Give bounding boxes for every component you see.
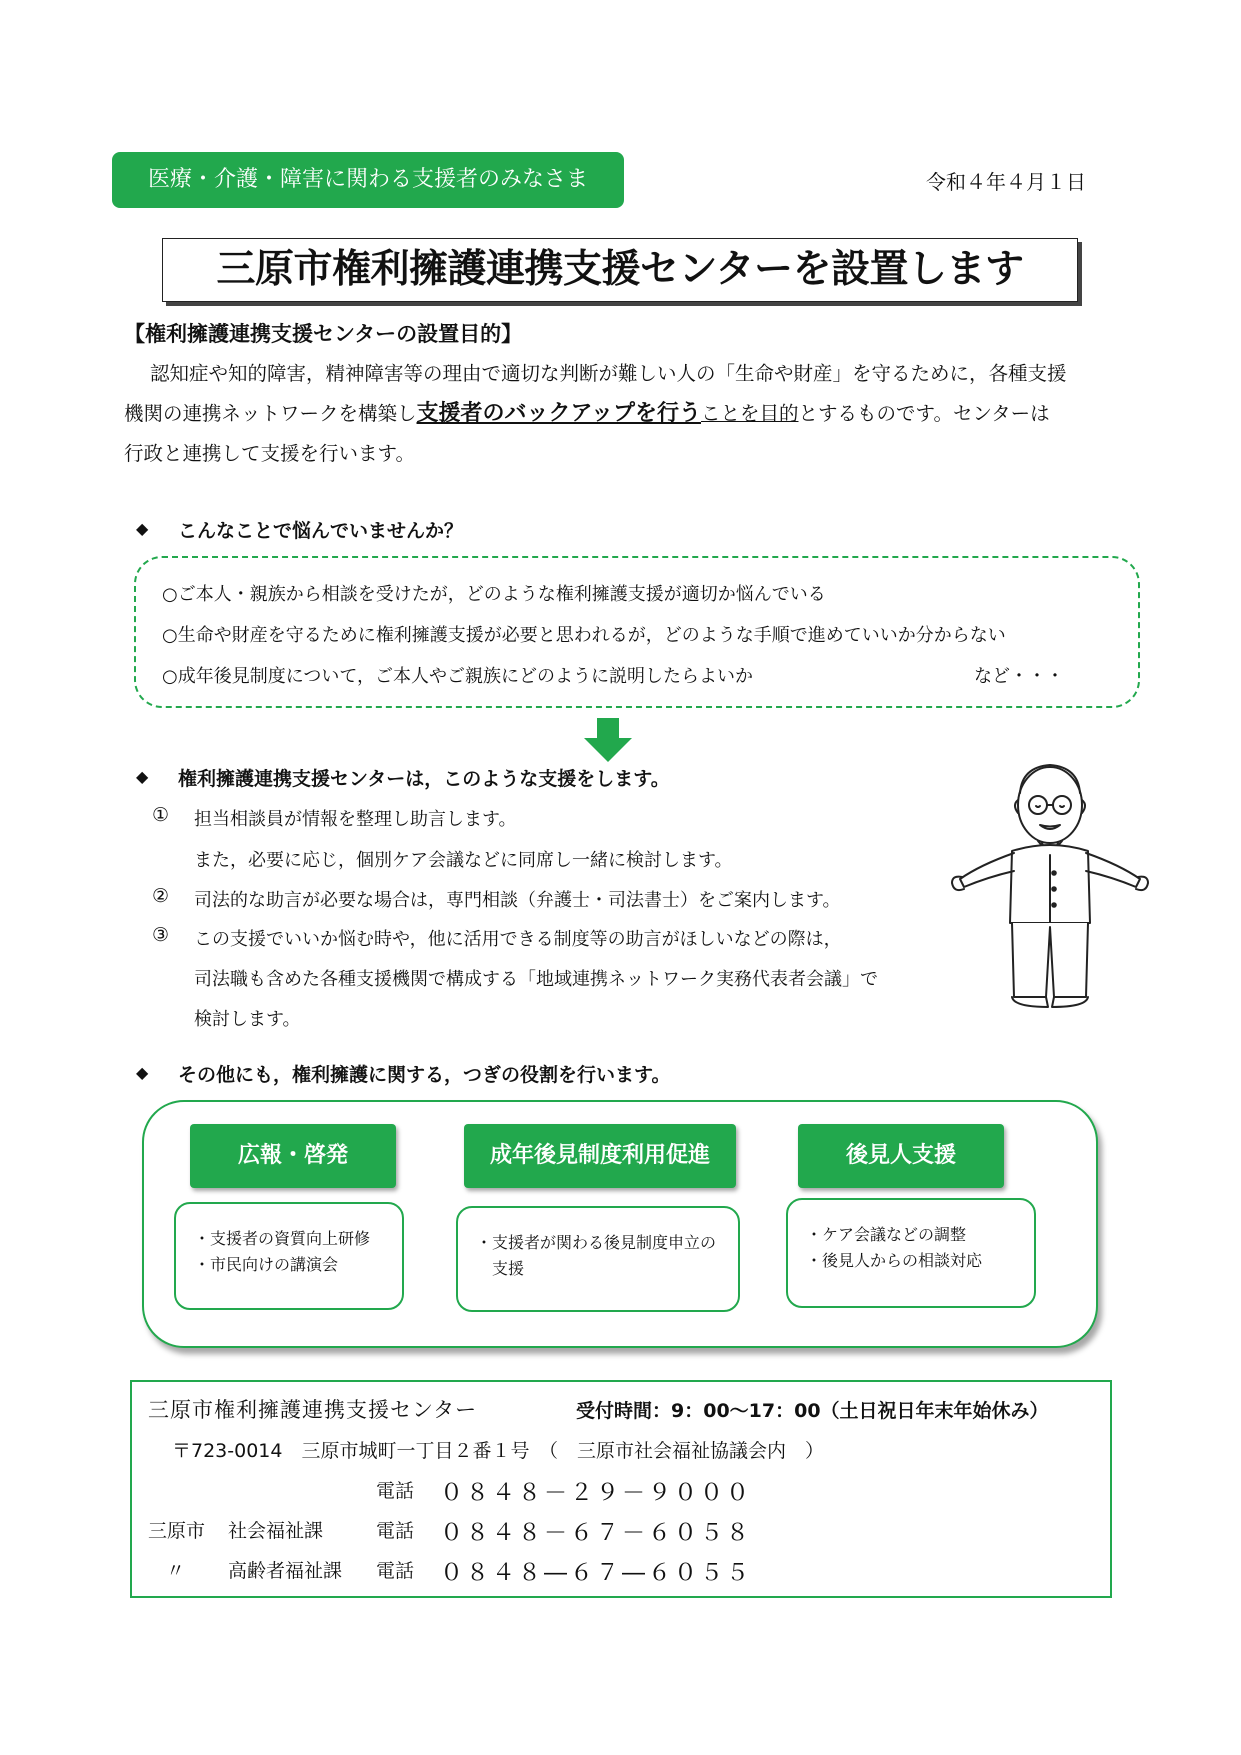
concerns-heading: こんなことで悩んでいませんか？	[178, 520, 464, 542]
concern-item: ○成年後見制度について，ご本人やご親族にどのように説明したらよいか	[162, 666, 753, 687]
diamond-icon: ◆	[136, 519, 149, 538]
purpose-line-3: 行政と連携して支援を行います。	[124, 442, 415, 465]
address: 〒723-0014 三原市城町一丁目２番１号 （ 三原市社会福祉協議会内 ）	[172, 1440, 824, 1462]
support-item-line: この支援でいいか悩む時や，他に活用できる制度等の助言がほしいなどの際は，	[194, 929, 842, 950]
role-detail-publicity: ・支援者の資質向上研修 ・市民向けの講演会	[174, 1202, 404, 1310]
role-detail-guardian-support: ・ケア会議などの調整 ・後見人からの相談対応	[786, 1198, 1036, 1308]
page-title: 三原市権利擁護連携支援センターを設置します	[162, 238, 1078, 302]
role-detail-guardianship-promotion: ・支援者が関わる後見制度申立の 支援	[456, 1206, 740, 1312]
purpose-line-1: 認知症や知的障害，精神障害等の理由で適切な判断が難しい人の「生命や財産」を守るために，各種支援	[150, 362, 1067, 385]
contact-box	[130, 1380, 1112, 1598]
role-title-publicity: 広報・啓発	[190, 1124, 396, 1188]
phone-label: 電話	[376, 1560, 415, 1582]
phone-social-welfare: ０８４８－６７－６０５８	[440, 1520, 752, 1546]
roles-heading: その他にも，権利擁護に関する，つぎの役割を行います。	[178, 1064, 671, 1086]
dept-social-welfare: 社会福祉課	[228, 1520, 324, 1542]
support-heading: 権利擁護連携支援センターは，このような支援をします。	[178, 768, 670, 790]
support-number: ③	[152, 924, 170, 946]
purpose-heading: 【権利擁護連携支援センターの設置目的】	[124, 322, 523, 346]
roles-box	[142, 1100, 1098, 1348]
arrow-down-icon	[584, 718, 632, 766]
purpose-line-2: 機関の連携ネットワークを構築し支援者のバックアップを行うことを目的とするものです。センターは	[124, 401, 1050, 426]
support-item-line: 司法的な助言が必要な場合は，専門相談（弁護士・司法書士）をご案内します。	[194, 890, 841, 911]
etc-text: など・・・	[974, 666, 1064, 687]
diamond-icon: ◆	[136, 1063, 149, 1082]
support-item-line: 担当相談員が情報を整理し助言します。	[194, 809, 517, 830]
concern-item: ○ご本人・親族から相談を受けたが，どのような権利擁護支援が適切か悩んでいる	[162, 584, 826, 605]
purpose-body	[124, 354, 1134, 474]
concern-item: ○生命や財産を守るために権利擁護支援が必要と思われるが，どのような手順で進めていいか分からない	[162, 625, 1006, 646]
reception-hours: 受付時間：9：00～17：00（土日祝日年末年始休み）	[576, 1400, 1049, 1422]
support-number: ②	[152, 885, 170, 907]
ditto-mark: 〃	[166, 1560, 186, 1582]
phone-elderly-welfare: ０８４８―６７―６０５５	[440, 1560, 752, 1586]
dept-elderly-welfare: 高齢者福祉課	[228, 1560, 343, 1582]
support-item-line: 司法職も含めた各種支援機関で構成する「地域連携ネットワーク実務代表者会議」で	[194, 969, 878, 990]
role-title-guardian-support: 後見人支援	[798, 1124, 1004, 1188]
center-name: 三原市権利擁護連携支援センター	[148, 1398, 478, 1422]
diamond-icon: ◆	[136, 767, 149, 786]
elderly-man-illustration	[950, 755, 1150, 1019]
support-number: ①	[152, 804, 170, 826]
phone-main: ０８４８－２９－９０００	[440, 1480, 752, 1506]
phone-label: 電話	[376, 1480, 415, 1502]
purpose-emphasis: 支援者のバックアップを行う	[416, 401, 701, 426]
role-title-guardianship-promotion: 成年後見制度利用促進	[464, 1124, 736, 1188]
audience-tag: 医療・介護・障害に関わる支援者のみなさま	[112, 152, 624, 208]
phone-label: 電話	[376, 1520, 415, 1542]
city-label: 三原市	[148, 1520, 206, 1542]
support-item-line: また，必要に応じ，個別ケア会議などに同席し一緒に検討します。	[194, 850, 733, 871]
issue-date: 令和４年４月１日	[926, 170, 1086, 194]
concerns-box	[134, 556, 1140, 708]
support-item-line: 検討します。	[194, 1009, 301, 1030]
